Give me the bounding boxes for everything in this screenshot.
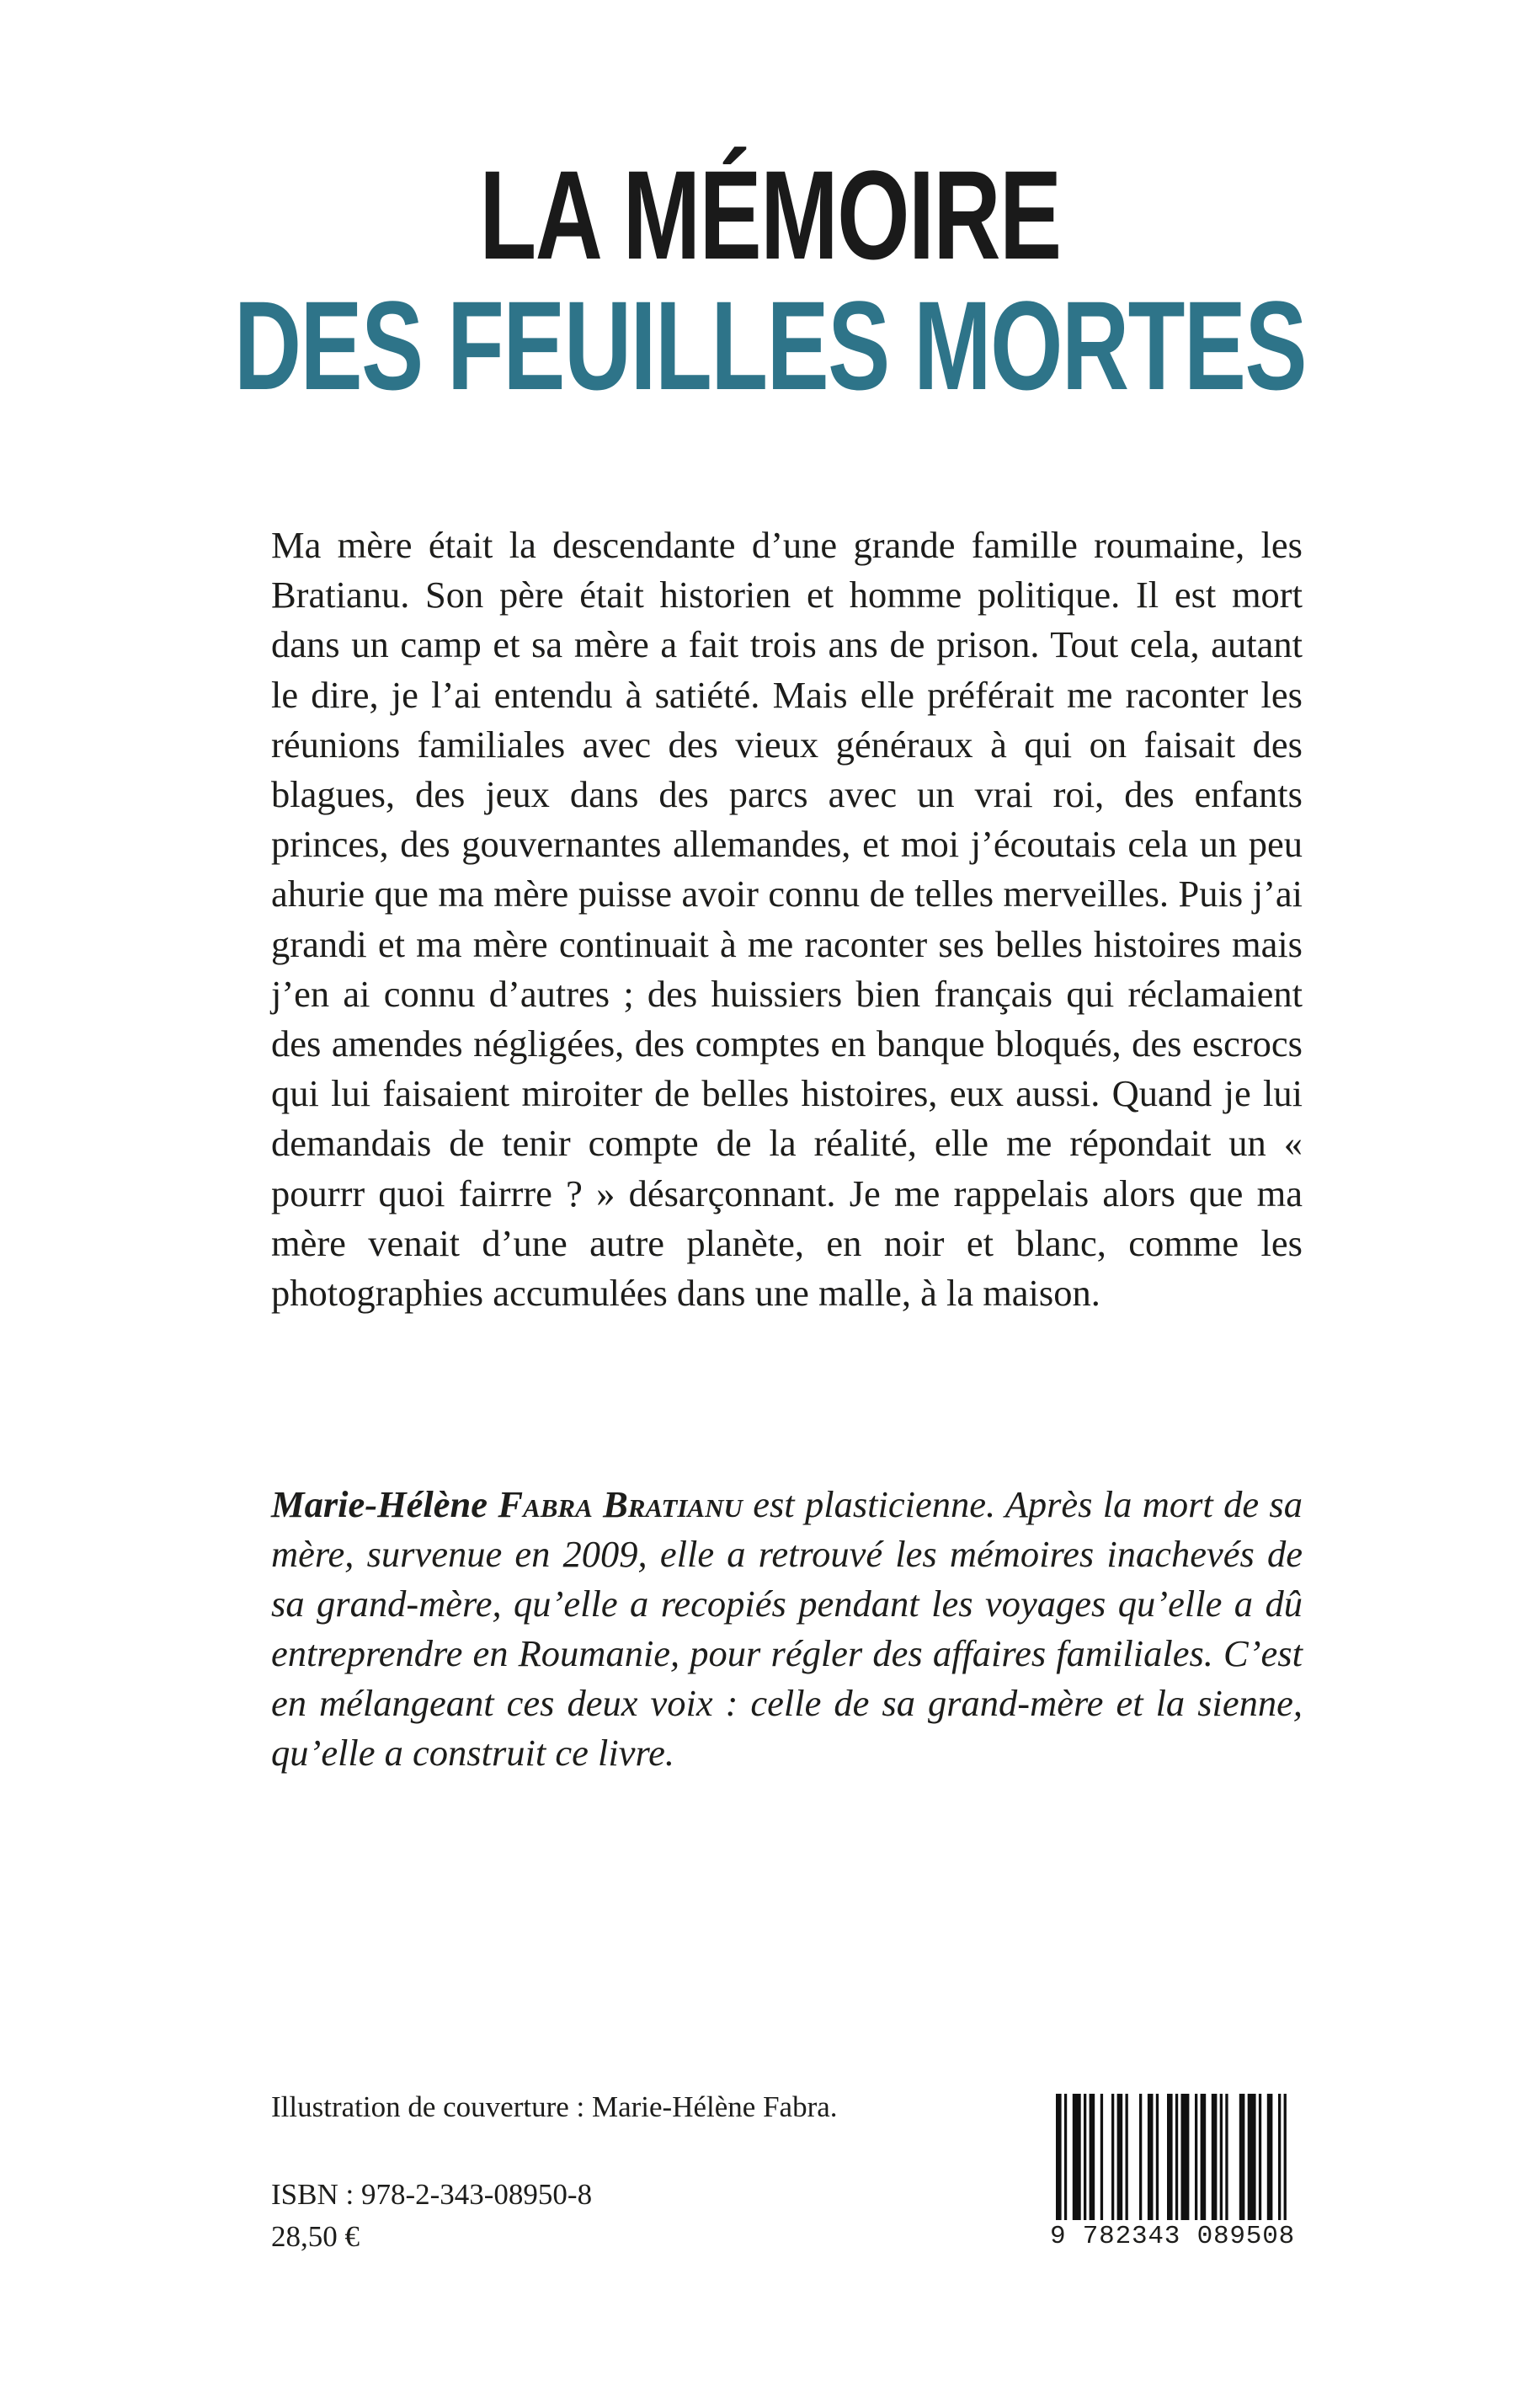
barcode-bar <box>1181 2094 1190 2220</box>
barcode-bar <box>1175 2094 1178 2220</box>
barcode-bar <box>1278 2094 1281 2220</box>
barcode-bar <box>1239 2094 1245 2220</box>
barcode-bar <box>1195 2094 1197 2220</box>
back-cover-summary: Ma mère était la descendante d’une grande famille roumaine, les Bratianu. Son père était historien et homme politique. Il est mort dans un camp et sa mère a fait trois ans de prison. Tout cela, autant le dire, je l’ai entendu à satiété. Mais elle préférait me raconter les réunions familiales avec des vieux généraux à qui on faisait des blagues, des jeux dans des parcs avec un vrai roi, des enfants princes, des gouvernantes allemandes, et moi j’écoutais cela un peu ahurie que ma mère puisse avoir connu de telles merveilles. Puis j’ai grandi et ma mère continuait à me raconter ses belles histoires mais j’en ai connu d’autres ; des huissiers bien français qui réclamaient des amendes négligées, des comptes en banque bloqués, des escrocs qui lui faisaient miroiter de belles histoires, eux aussi. Quand je lui demandais de tenir compte de la réalité, elle me répondait un « pourrr quoi fairrre ? » désarçonnant. Je me rappelais alors que ma mère venait d’une autre planète, en noir et blanc, comme les photographies accumulées dans une malle, à la maison. <box>271 524 1303 1315</box>
author-bio <box>271 1480 1303 1778</box>
barcode-bar <box>1220 2094 1223 2220</box>
barcode-bar <box>1111 2094 1114 2220</box>
barcode-bar <box>1267 2094 1273 2220</box>
author-last-name: Fabra Bratianu <box>498 1483 743 1525</box>
price: 28,50 € <box>271 2220 360 2253</box>
author-first-name: Marie-Hélène <box>271 1483 488 1525</box>
barcode <box>1044 2094 1301 2254</box>
barcode-bar <box>1284 2094 1287 2220</box>
barcode-bar <box>1225 2094 1228 2220</box>
barcode-bar <box>1212 2094 1218 2220</box>
barcode-bar <box>1201 2094 1207 2220</box>
isbn: ISBN : 978-2-343-08950-8 <box>271 2178 593 2211</box>
barcode-bar <box>1100 2094 1103 2220</box>
title-line-1: LA MÉMOIRE <box>479 144 1061 286</box>
barcode-bar <box>1248 2094 1256 2220</box>
barcode-bar <box>1167 2094 1173 2220</box>
author-name <box>271 1483 743 1525</box>
barcode-bar <box>1090 2094 1095 2220</box>
barcode-bar <box>1073 2094 1081 2220</box>
title-line-2: DES FEUILLES MORTES <box>233 275 1307 416</box>
barcode-bar <box>1084 2094 1086 2220</box>
barcode-bar <box>1064 2094 1067 2220</box>
barcode-bar <box>1259 2094 1261 2220</box>
barcode-bar <box>1056 2094 1062 2220</box>
barcode-bar <box>1156 2094 1159 2220</box>
barcode-digits: 9 782343 089508 <box>1044 2220 1301 2250</box>
barcode-bar <box>1148 2094 1154 2220</box>
cover-illustration-credit: Illustration de couverture : Marie-Hélène Fabra. <box>271 2090 838 2123</box>
barcode-bar <box>1117 2094 1123 2220</box>
author-bio-text: est plasticienne. Après la mort de sa mère, survenue en 2009, elle a retrouvé les mémoires inachevés de sa grand-mère, qu’elle a recopiés pendant les voyages qu’elle a dû entreprendre en Roumanie, pour régler des affaires familiales. C’est en mélangeant ces deux voix : celle de sa grand-mère et la sienne, qu’elle a construit ce livre. <box>271 1483 1303 1774</box>
barcode-bar <box>1139 2094 1142 2220</box>
barcode-bar <box>1126 2094 1128 2220</box>
